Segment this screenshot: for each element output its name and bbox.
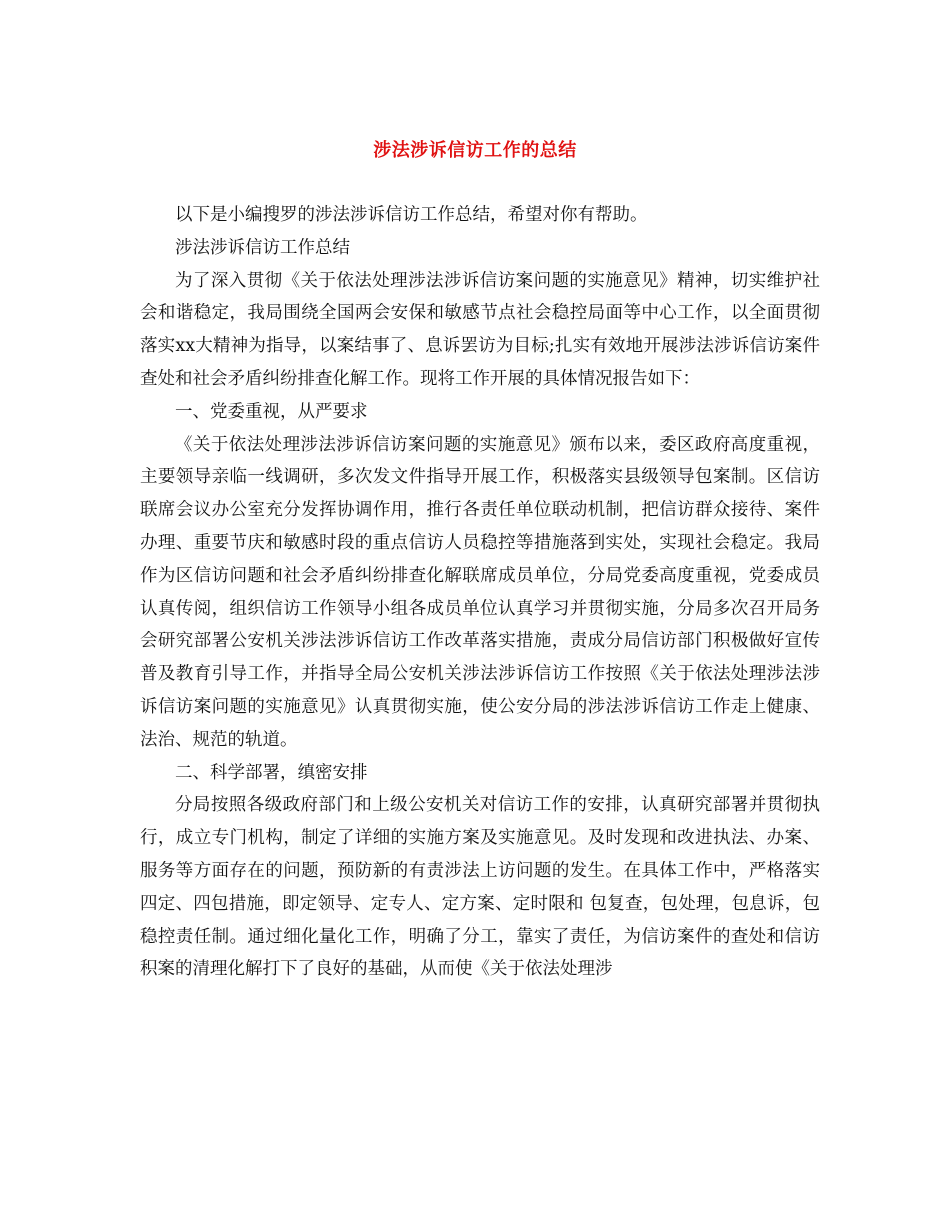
paragraph-section-1: 《关于依法处理涉法涉诉信访案问题的实施意见》颁布以来，委区政府高度重视，主要领导亲临一线调研，多次发文件指导开展工作，积极落实县级领导包案制。区信访联席会议办公室充分发挥协调作用，推行各责任单位联动机制，把信访群众接待、案件办理、重要节庆和敏感时段的重点信访人员稳控等措施落到实处，实现社会稳定。我局作为区信访问题和社会矛盾纠纷排查化解联席成员单位，分局党委高度重视，党委成员认真传阅，组织信访工作领导小组各成员单位认真学习并贯彻实施，分局多次召开局务会研究部署公安机关涉法涉诉信访工作改革落实措施，责成分局信访部门积极做好宣传普及教育引导工作，并指导全局公安机关涉法涉诉信访工作按照《关于依法处理涉法涉诉信访案问题的实施意见》认真贯彻实施，使公安分局的涉法涉诉信访工作走上健康、法治、规范的轨道。 — [140, 434, 820, 750]
section-heading-2: 二、科学部署，缜密安排 — [175, 762, 368, 783]
paragraph-section-2: 分局按照各级政府部门和上级公安机关对信访工作的安排，认真研究部署并贯彻执行，成立专门机构，制定了详细的实施方案及实施意见。及时发现和改进执法、办案、服务等方面存在的问题，预防新的有责涉法上访问题的发生。在具体工作中，严格落实四定、四包措施，即定领导、定专人、定方案、定时限和 包复查，包处理，包息诉，包稳控责任制。通过细化量化工作，明确了分工，靠实了责任，为信访案件的查处和信访积案的清理化解打下了良好的基础，从而使《关于依法处理涉 — [140, 795, 820, 980]
document-title: 涉法涉诉信访工作的总结 — [373, 140, 577, 161]
paragraph-overview: 为了深入贯彻《关于依法处理涉法涉诉信访案问题的实施意见》精神，切实维护社会和谐稳定，我局围绕全国两会安保和敏感节点社会稳控局面等中心工作，以全面贯彻落实xx大精神为指导，以案结事了、息诉罢访为目标;扎实有效地开展涉法涉诉信访案件查处和社会矛盾纠纷排查化解工作。现将工作开展的具体情况报告如下： — [140, 270, 820, 389]
paragraph-intro: 以下是小编搜罗的涉法涉诉信访工作总结，希望对你有帮助。 — [175, 205, 648, 225]
section-heading-1: 一、党委重视，从严要求 — [175, 401, 368, 422]
document-body — [140, 199, 820, 986]
paragraph-subtitle: 涉法涉诉信访工作总结 — [175, 237, 350, 258]
